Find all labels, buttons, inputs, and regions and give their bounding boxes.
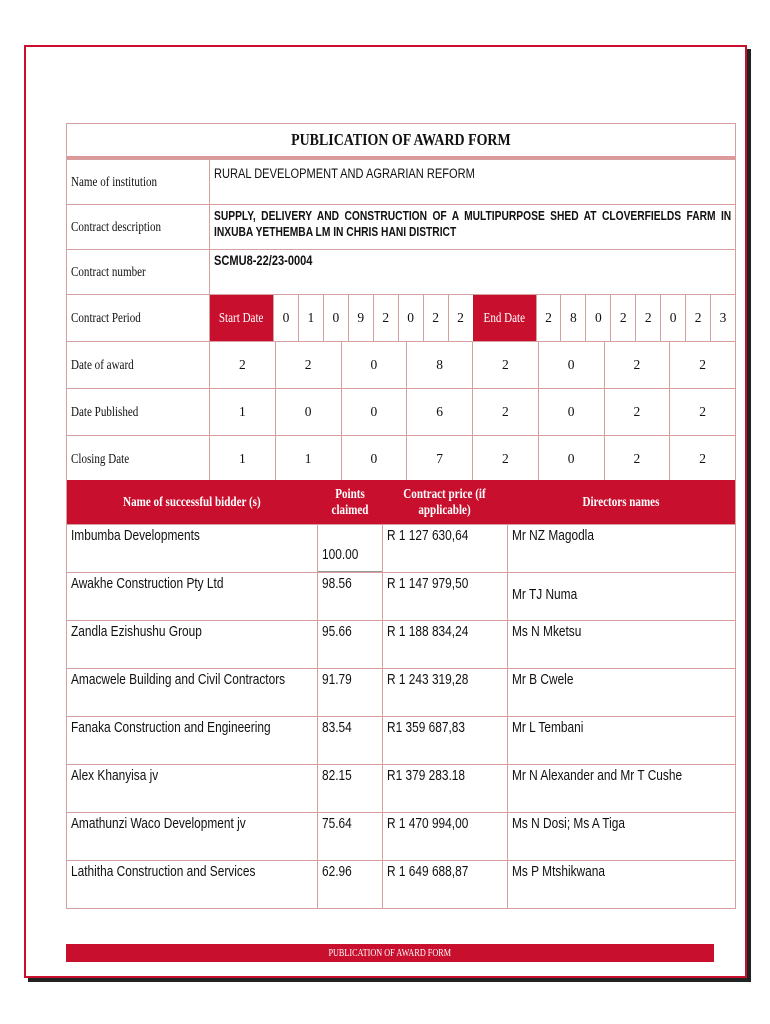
bidder-price: R 1 147 979,50 [382, 573, 507, 620]
contract-number-label: Contract number [67, 250, 210, 294]
description-label: Contract description [67, 205, 210, 249]
table-row [67, 812, 735, 860]
contract-period-row [67, 294, 735, 341]
form-title: PUBLICATION OF AWARD FORM [67, 124, 735, 159]
contract-number-value: SCMU8-22/23-0004 [214, 253, 313, 268]
bidder-price: R 1 470 994,00 [382, 813, 507, 860]
bidder-points: 82.15 [317, 765, 382, 812]
published-digit: 2 [472, 389, 538, 435]
table-row [67, 716, 735, 764]
published-digit: 6 [406, 389, 472, 435]
start-digit: 2 [448, 295, 473, 341]
bidder-directors: Mr TJ Numa [507, 573, 735, 620]
institution-value: RURAL DEVELOPMENT AND AGRARIAN REFORM [214, 166, 475, 181]
bidder-directors: Mr B Cwele [507, 669, 735, 716]
bidder-price: R1 359 687,83 [382, 717, 507, 764]
closing-digit: 2 [472, 436, 538, 482]
bidder-price: R 1 243 319,28 [382, 669, 507, 716]
bidder-name: Awakhe Construction Pty Ltd [71, 576, 224, 592]
date-of-award-label: Date of award [67, 342, 210, 388]
bidder-points: 98.56 [317, 573, 382, 620]
description-row [67, 204, 735, 249]
bidder-directors: Ms P Mtshikwana [507, 861, 735, 908]
published-digit: 2 [604, 389, 670, 435]
end-digit: 2 [610, 295, 635, 341]
table-row [67, 620, 735, 668]
published-digit: 0 [538, 389, 604, 435]
published-digit: 2 [669, 389, 735, 435]
start-digit: 0 [398, 295, 423, 341]
published-digit: 0 [275, 389, 341, 435]
bidder-points: 62.96 [317, 861, 382, 908]
end-digit: 8 [560, 295, 585, 341]
award-info-table [66, 123, 736, 483]
bidder-price: R 1 127 630,64 [382, 525, 507, 572]
institution-row [67, 159, 735, 204]
closing-date-label: Closing Date [67, 436, 210, 482]
bidder-name: Alex Khanyisa jv [71, 768, 159, 784]
bidders-table [66, 480, 736, 909]
award-digit: 2 [239, 357, 246, 372]
award-digit: 2 [472, 342, 538, 388]
header-directors: Directors names [582, 494, 660, 510]
bidder-points: 75.64 [317, 813, 382, 860]
start-digit: 9 [348, 295, 373, 341]
end-digit: 0 [585, 295, 610, 341]
date-of-award-row [67, 341, 735, 388]
contract-period-label: Contract Period [67, 295, 210, 341]
bidder-directors: Mr N Alexander and Mr T Cushe [507, 765, 735, 812]
bidder-price: R1 379 283.18 [382, 765, 507, 812]
bidder-name: Imbumba Developments [71, 528, 200, 544]
bidders-header [67, 480, 735, 524]
published-digit: 0 [341, 389, 407, 435]
start-digit: 0 [273, 295, 298, 341]
bidder-name: Zandla Ezishushu Group [71, 624, 202, 640]
closing-digit: 1 [239, 451, 246, 466]
start-digit: 0 [323, 295, 348, 341]
end-digit: 2 [685, 295, 710, 341]
bidder-name: Lathitha Construction and Services [71, 864, 256, 880]
bidder-points: 83.54 [317, 717, 382, 764]
closing-date-row [67, 435, 735, 482]
closing-digit: 7 [406, 436, 472, 482]
closing-digit: 0 [341, 436, 407, 482]
end-date-label: End Date [473, 295, 536, 341]
award-digit: 2 [604, 342, 670, 388]
start-date-label: Start Date [210, 295, 273, 341]
closing-digit: 2 [669, 436, 735, 482]
bidder-directors: Ms N Mketsu [507, 621, 735, 668]
award-digit: 8 [406, 342, 472, 388]
end-digit: 2 [635, 295, 660, 341]
bidder-price: R 1 188 834,24 [382, 621, 507, 668]
award-digit: 0 [538, 342, 604, 388]
header-bidder-name: Name of successful bidder (s) [123, 494, 261, 510]
table-row [67, 860, 735, 908]
end-digit: 3 [710, 295, 735, 341]
bidder-price: R 1 649 688,87 [382, 861, 507, 908]
bidder-name: Amathunzi Waco Development jv [71, 816, 246, 832]
start-digit: 1 [298, 295, 323, 341]
contract-number-row [67, 249, 735, 294]
closing-digit: 1 [275, 436, 341, 482]
table-row [67, 572, 735, 620]
closing-digit: 0 [538, 436, 604, 482]
award-digit: 2 [275, 342, 341, 388]
start-digit: 2 [423, 295, 448, 341]
award-digit: 2 [669, 342, 735, 388]
bidder-name: Amacwele Building and Civil Contractors [71, 672, 286, 688]
bidder-points: 95.66 [317, 621, 382, 668]
bidder-directors: Mr NZ Magodla [507, 525, 735, 572]
table-row [67, 668, 735, 716]
published-digit: 1 [239, 404, 246, 419]
end-digit: 2 [536, 295, 561, 341]
closing-digit: 2 [604, 436, 670, 482]
bidder-name: Fanaka Construction and Engineering [71, 720, 271, 736]
footer-banner: PUBLICATION OF AWARD FORM [66, 944, 714, 962]
bidder-points: 91.79 [317, 669, 382, 716]
header-price: Contract price (if applicable) [403, 486, 486, 517]
bidder-directors: Mr L Tembani [507, 717, 735, 764]
date-published-row [67, 388, 735, 435]
bidder-points: 100.00 [317, 525, 382, 572]
end-digit: 0 [660, 295, 685, 341]
description-value: SUPPLY, DELIVERY AND CONSTRUCTION OF A MULTIPURPOSE SHED AT CLOVERFIELDS FARM IN INXUBA YETHEMBA LM IN CHRIS HANI DISTRICT [214, 209, 732, 239]
award-digit: 0 [341, 342, 407, 388]
table-row [67, 524, 735, 572]
header-points: Points claimed [331, 486, 368, 517]
date-published-label: Date Published [67, 389, 210, 435]
institution-label: Name of institution [67, 160, 210, 204]
start-digit: 2 [373, 295, 398, 341]
table-row [67, 764, 735, 812]
bidder-directors: Ms N Dosi; Ms A Tiga [507, 813, 735, 860]
